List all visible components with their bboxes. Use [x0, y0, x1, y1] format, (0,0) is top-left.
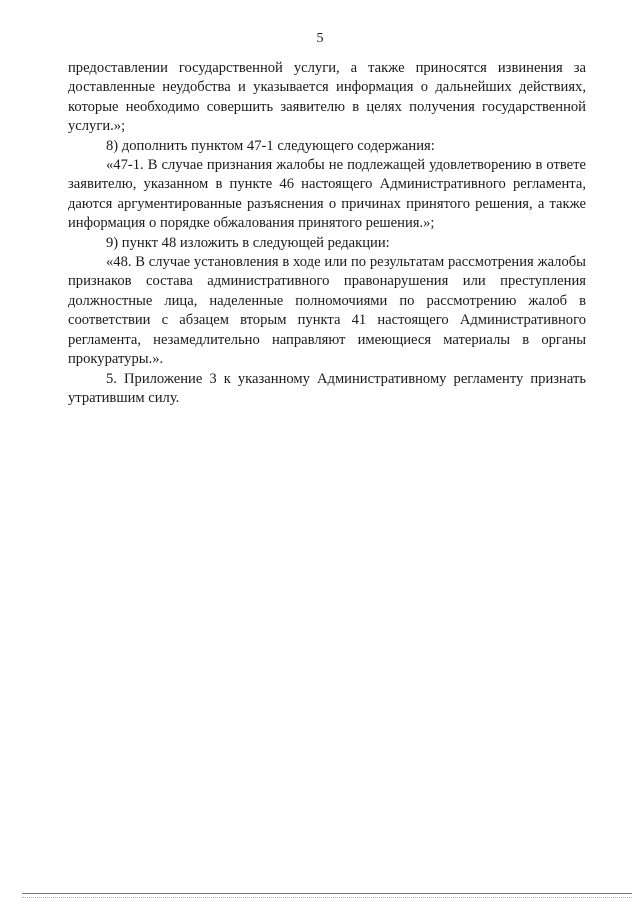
footer-rule-dotted	[22, 897, 632, 898]
document-body	[68, 59, 586, 408]
paragraph-item-5: 5. Приложение 3 к указанному Административному регламенту признать утратившим силу.	[68, 370, 586, 406]
paragraph-item-8: 8) дополнить пунктом 47-1 следующего содержания:	[106, 137, 435, 154]
paragraph-continuation: предоставлении государственной услуги, а также приносятся извинения за доставленные неудобства и указывается информация о дальнейших действиях, которые необходимо совершить заявителю в целях получения государственной услуги.»;	[68, 60, 586, 135]
paragraph-point-48: «48. В случае установления в ходе или по результатам рассмотрения жалобы признаков состава административного правонарушения или преступления должностные лица, наделенные полномочиями по рассмотрению жалоб в соответствии с абзацем вторым пункта 41 настоящего Административного регламента, незамедлительно направляют имеющиеся материалы в органы прокуратуры.».	[68, 254, 586, 368]
footer-rule	[22, 893, 632, 894]
paragraph-item-9: 9) пункт 48 изложить в следующей редакции:	[106, 234, 390, 251]
paragraph-point-47-1: «47-1. В случае признания жалобы не подлежащей удовлетворению в ответе заявителю, указанном в пункте 46 настоящего Административного регламента, даются аргументированные разъяснения о причинах принятого решения, а также информация о порядке обжалования принятого решения.»;	[68, 157, 586, 232]
page-number: 5	[316, 31, 324, 46]
